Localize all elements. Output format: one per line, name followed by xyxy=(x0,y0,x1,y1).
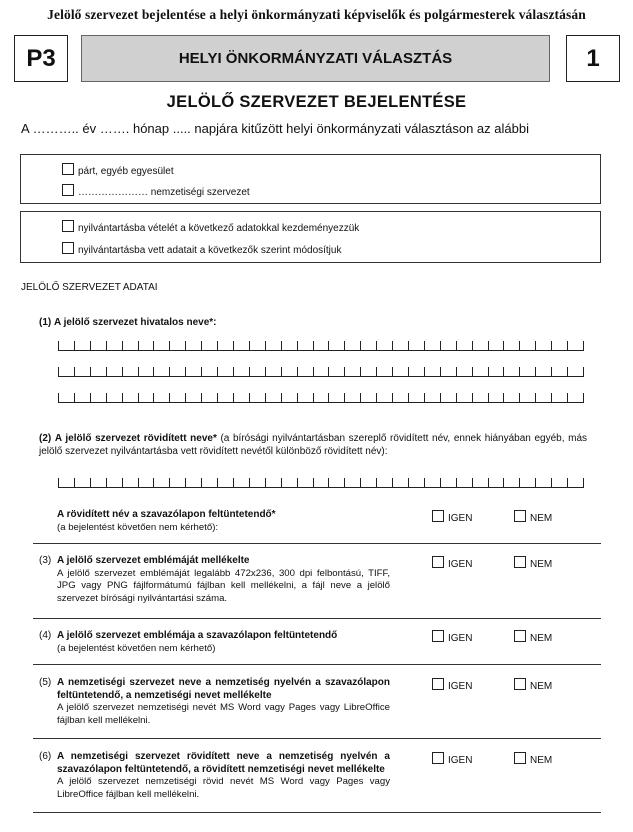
q3-no[interactable] xyxy=(514,556,552,570)
comb-tick xyxy=(201,341,202,351)
comb-tick xyxy=(456,341,457,351)
yes-label: IGEN xyxy=(448,755,473,766)
comb-tick xyxy=(169,341,170,351)
comb-tick xyxy=(519,367,520,377)
comb-tick xyxy=(185,393,186,403)
no-label: NEM xyxy=(530,559,553,570)
comb-tick xyxy=(488,341,489,351)
checkbox[interactable] xyxy=(514,510,526,522)
q1-number: (1) xyxy=(39,317,52,328)
comb-tick xyxy=(153,341,154,351)
comb-tick xyxy=(185,367,186,377)
comb-tick xyxy=(217,393,218,403)
registration-option-modify[interactable] xyxy=(62,242,341,256)
main-title: JELÖLŐ SZERVEZET BEJELENTÉSE xyxy=(166,93,467,111)
comb-tick xyxy=(535,341,536,351)
comb-tick xyxy=(583,478,584,488)
comb-tick xyxy=(472,478,473,488)
comb-tick xyxy=(583,341,584,351)
comb-tick xyxy=(217,478,218,488)
checkbox[interactable] xyxy=(432,630,444,642)
no-label: NEM xyxy=(530,633,553,644)
q5-block xyxy=(57,677,390,727)
comb-tick xyxy=(328,393,329,403)
comb-tick xyxy=(456,393,457,403)
comb-tick xyxy=(583,367,584,377)
q2-number: (2) xyxy=(39,433,52,444)
comb-tick xyxy=(440,341,441,351)
comb-tick xyxy=(376,367,377,377)
comb-tick xyxy=(106,341,107,351)
comb-tick xyxy=(90,478,91,488)
comb-tick xyxy=(138,393,139,403)
q5-number: (5) xyxy=(39,677,52,688)
page-number-box: 1 xyxy=(566,35,620,82)
comb-tick xyxy=(503,341,504,351)
comb-tick xyxy=(217,367,218,377)
q3-yes[interactable] xyxy=(432,556,472,570)
comb-tick xyxy=(440,478,441,488)
comb-tick xyxy=(90,367,91,377)
name-entry-line-1[interactable] xyxy=(58,341,583,351)
comb-tick xyxy=(424,393,425,403)
comb-tick xyxy=(567,393,568,403)
comb-tick xyxy=(233,341,234,351)
comb-tick xyxy=(265,367,266,377)
q6-no[interactable] xyxy=(514,752,552,766)
section-header: JELÖLŐ SZERVEZET ADATAI xyxy=(21,282,158,293)
comb-tick xyxy=(344,478,345,488)
comb-tick xyxy=(408,393,409,403)
comb-tick xyxy=(169,478,170,488)
comb-tick xyxy=(535,367,536,377)
comb-tick xyxy=(249,478,250,488)
no-label: NEM xyxy=(530,513,553,524)
comb-tick xyxy=(392,367,393,377)
comb-tick xyxy=(328,478,329,488)
registration-option-new[interactable] xyxy=(62,220,359,234)
election-type-box: HELYI ÖNKORMÁNYZATI VÁLASZTÁS xyxy=(81,35,550,82)
q5-no[interactable] xyxy=(514,678,552,692)
org-type-option-nationality[interactable] xyxy=(62,184,250,198)
comb-tick xyxy=(281,393,282,403)
q4-no[interactable] xyxy=(514,630,552,644)
checkbox[interactable] xyxy=(514,752,526,764)
comb-tick xyxy=(281,367,282,377)
checkbox[interactable] xyxy=(432,752,444,764)
q5-note: A jelölő szervezet nemzetiségi nevét MS Word vagy Pages vagy LibreOffice fájlban kell mellékelni. xyxy=(57,702,390,726)
comb-tick xyxy=(392,478,393,488)
q2b-yes[interactable] xyxy=(432,510,472,524)
comb-tick xyxy=(519,478,520,488)
comb-tick xyxy=(106,393,107,403)
divider xyxy=(33,664,601,665)
option-label: nyilvántartásba vett adatait a következők szerint módosítjuk xyxy=(78,245,342,256)
q2b-note: (a bejelentést követően nem kérhető): xyxy=(57,521,219,533)
comb-tick xyxy=(567,367,568,377)
option-label: ………………… nemzetiségi szervezet xyxy=(78,187,250,198)
comb-tick xyxy=(90,393,91,403)
comb-tick xyxy=(74,341,75,351)
divider xyxy=(33,618,601,619)
comb-tick xyxy=(456,478,457,488)
q4-number: (4) xyxy=(39,630,52,641)
q5-yes[interactable] xyxy=(432,678,472,692)
comb-tick xyxy=(376,341,377,351)
comb-tick xyxy=(488,393,489,403)
comb-tick xyxy=(58,393,59,403)
comb-tick xyxy=(551,341,552,351)
comb-tick xyxy=(503,478,504,488)
comb-tick xyxy=(58,341,59,351)
checkbox[interactable] xyxy=(62,184,74,196)
comb-tick xyxy=(185,341,186,351)
q1-label: A jelölő szervezet hivatalos neve*: xyxy=(54,317,217,328)
q2-title xyxy=(39,433,587,458)
comb-tick xyxy=(265,478,266,488)
comb-tick xyxy=(408,367,409,377)
comb-tick xyxy=(313,341,314,351)
no-label: NEM xyxy=(530,755,553,766)
q3-note: A jelölő szervezet emblémáját legalább 472x236, 300 dpi felbontású, TIFF, JPG vagy PNG fájlformátumú fájlban kell mellékelni, a fájl neve a jelölő szervezet bírósági nyilvántartási száma. xyxy=(57,567,390,604)
comb-tick xyxy=(519,341,520,351)
comb-tick xyxy=(297,367,298,377)
comb-tick xyxy=(122,341,123,351)
comb-tick xyxy=(313,478,314,488)
comb-tick xyxy=(201,393,202,403)
comb-tick xyxy=(392,341,393,351)
comb-tick xyxy=(58,367,59,377)
comb-tick xyxy=(122,393,123,403)
comb-tick xyxy=(281,341,282,351)
short-name-entry-line[interactable] xyxy=(58,478,583,488)
comb-tick xyxy=(376,393,377,403)
option-label: nyilvántartásba vételét a következő adatokkal kezdeményezzük xyxy=(78,223,360,234)
comb-tick xyxy=(344,367,345,377)
comb-tick xyxy=(424,367,425,377)
comb-tick xyxy=(472,367,473,377)
checkbox[interactable] xyxy=(62,220,74,232)
no-label: NEM xyxy=(530,681,553,692)
comb-tick xyxy=(567,478,568,488)
q6-yes[interactable] xyxy=(432,752,472,766)
comb-tick xyxy=(74,393,75,403)
q3-number: (3) xyxy=(39,555,52,566)
comb-tick xyxy=(488,478,489,488)
comb-tick xyxy=(567,341,568,351)
comb-tick xyxy=(249,341,250,351)
yes-label: IGEN xyxy=(448,681,473,692)
comb-tick xyxy=(360,393,361,403)
comb-tick xyxy=(424,341,425,351)
comb-tick xyxy=(344,341,345,351)
comb-tick xyxy=(58,478,59,488)
comb-tick xyxy=(472,393,473,403)
comb-tick xyxy=(106,478,107,488)
checkbox[interactable] xyxy=(514,630,526,642)
comb-tick xyxy=(503,393,504,403)
checkbox[interactable] xyxy=(514,556,526,568)
comb-tick xyxy=(185,478,186,488)
comb-tick xyxy=(153,367,154,377)
q2-label: A jelölő szervezet rövidített neve* xyxy=(54,433,217,444)
comb-tick xyxy=(138,478,139,488)
q4-yes[interactable] xyxy=(432,630,472,644)
comb-tick xyxy=(440,393,441,403)
comb-tick xyxy=(519,393,520,403)
comb-tick xyxy=(408,478,409,488)
comb-tick xyxy=(122,367,123,377)
q3-block xyxy=(57,555,390,605)
comb-tick xyxy=(551,478,552,488)
q1-title xyxy=(39,317,217,330)
q2b-label: A rövidített név a szavazólapon feltüntetendő* xyxy=(57,509,276,520)
q5-label: A nemzetiségi szervezet neve a nemzetiség nyelvén a szavazólapon feltüntetendő, a nemzetiségi nevet mellékelte xyxy=(57,677,390,701)
comb-tick xyxy=(74,478,75,488)
comb-tick xyxy=(265,393,266,403)
org-type-option-party[interactable] xyxy=(62,163,174,177)
comb-tick xyxy=(328,367,329,377)
comb-tick xyxy=(249,393,250,403)
comb-tick xyxy=(440,367,441,377)
comb-tick xyxy=(392,393,393,403)
comb-tick xyxy=(297,478,298,488)
q2b-no[interactable] xyxy=(514,510,552,524)
comb-tick xyxy=(535,478,536,488)
comb-tick xyxy=(535,393,536,403)
divider xyxy=(33,738,601,739)
comb-tick xyxy=(376,478,377,488)
name-entry-line-2[interactable] xyxy=(58,367,583,377)
yes-label: IGEN xyxy=(448,513,473,524)
comb-tick xyxy=(503,367,504,377)
comb-tick xyxy=(583,393,584,403)
comb-tick xyxy=(233,393,234,403)
comb-tick xyxy=(313,393,314,403)
q6-block xyxy=(57,751,390,801)
comb-tick xyxy=(456,367,457,377)
checkbox[interactable] xyxy=(432,678,444,690)
comb-tick xyxy=(249,367,250,377)
comb-tick xyxy=(297,341,298,351)
comb-tick xyxy=(138,367,139,377)
comb-tick xyxy=(424,478,425,488)
q6-number: (6) xyxy=(39,751,52,762)
comb-tick xyxy=(153,478,154,488)
comb-tick xyxy=(488,367,489,377)
comb-tick xyxy=(472,341,473,351)
comb-tick xyxy=(201,478,202,488)
comb-tick xyxy=(297,393,298,403)
q4-block xyxy=(57,630,390,655)
comb-tick xyxy=(360,478,361,488)
yes-label: IGEN xyxy=(448,633,473,644)
comb-tick xyxy=(106,367,107,377)
q4-note: (a bejelentést követően nem kérhető) xyxy=(57,642,216,654)
comb-tick xyxy=(122,478,123,488)
q6-label: A nemzetiségi szervezet rövidített neve a nemzetiség nyelvén a szavazólapon feltüntetendő, a rövidített nemzetiségi nevet mellékelte xyxy=(57,751,390,775)
q4-label: A jelölő szervezet emblémája a szavazólapon feltüntetendő xyxy=(57,630,338,641)
q3-label: A jelölő szervezet emblémáját mellékelte xyxy=(57,555,250,566)
q6-note: A jelölő szervezet nemzetiségi rövid nevét MS Word vagy Pages vagy LibreOffice fájlban kell mellékelni. xyxy=(57,776,390,800)
comb-tick xyxy=(233,367,234,377)
comb-tick xyxy=(265,341,266,351)
checkbox[interactable] xyxy=(432,510,444,522)
checkbox[interactable] xyxy=(62,163,74,175)
name-entry-line-3[interactable] xyxy=(58,393,583,403)
checkbox[interactable] xyxy=(514,678,526,690)
comb-tick xyxy=(138,341,139,351)
comb-tick xyxy=(281,478,282,488)
comb-tick xyxy=(233,478,234,488)
checkbox[interactable] xyxy=(432,556,444,568)
comb-tick xyxy=(90,341,91,351)
comb-tick xyxy=(74,367,75,377)
comb-tick xyxy=(344,393,345,403)
comb-tick xyxy=(313,367,314,377)
comb-tick xyxy=(360,341,361,351)
comb-tick xyxy=(360,367,361,377)
yes-label: IGEN xyxy=(448,559,473,570)
comb-tick xyxy=(169,367,170,377)
form-code-box: P3 xyxy=(14,35,68,82)
checkbox[interactable] xyxy=(62,242,74,254)
document-title: Jelölő szervezet bejelentése a helyi önkormányzati képviselők és polgármesterek választásán xyxy=(47,7,586,22)
q2b-block xyxy=(57,509,276,534)
comb-tick xyxy=(551,393,552,403)
divider xyxy=(33,812,601,813)
option-label: párt, egyéb egyesület xyxy=(78,166,174,177)
q2-note: (a bírósági nyilvántartásban szereplő rövidített név, ennek hiányában egyéb, más jelölő szervezet nyilvántartásba vett rövidített nevétől különböző rövidített név): xyxy=(39,433,588,457)
divider xyxy=(33,543,601,544)
comb-tick xyxy=(217,341,218,351)
comb-tick xyxy=(551,367,552,377)
comb-tick xyxy=(408,341,409,351)
intro-line: A ……….. év ……. hónap ..... napjára kitűzött helyi önkormányzati választáson az alábbi xyxy=(21,121,529,136)
comb-tick xyxy=(328,341,329,351)
comb-tick xyxy=(153,393,154,403)
comb-tick xyxy=(169,393,170,403)
comb-tick xyxy=(201,367,202,377)
